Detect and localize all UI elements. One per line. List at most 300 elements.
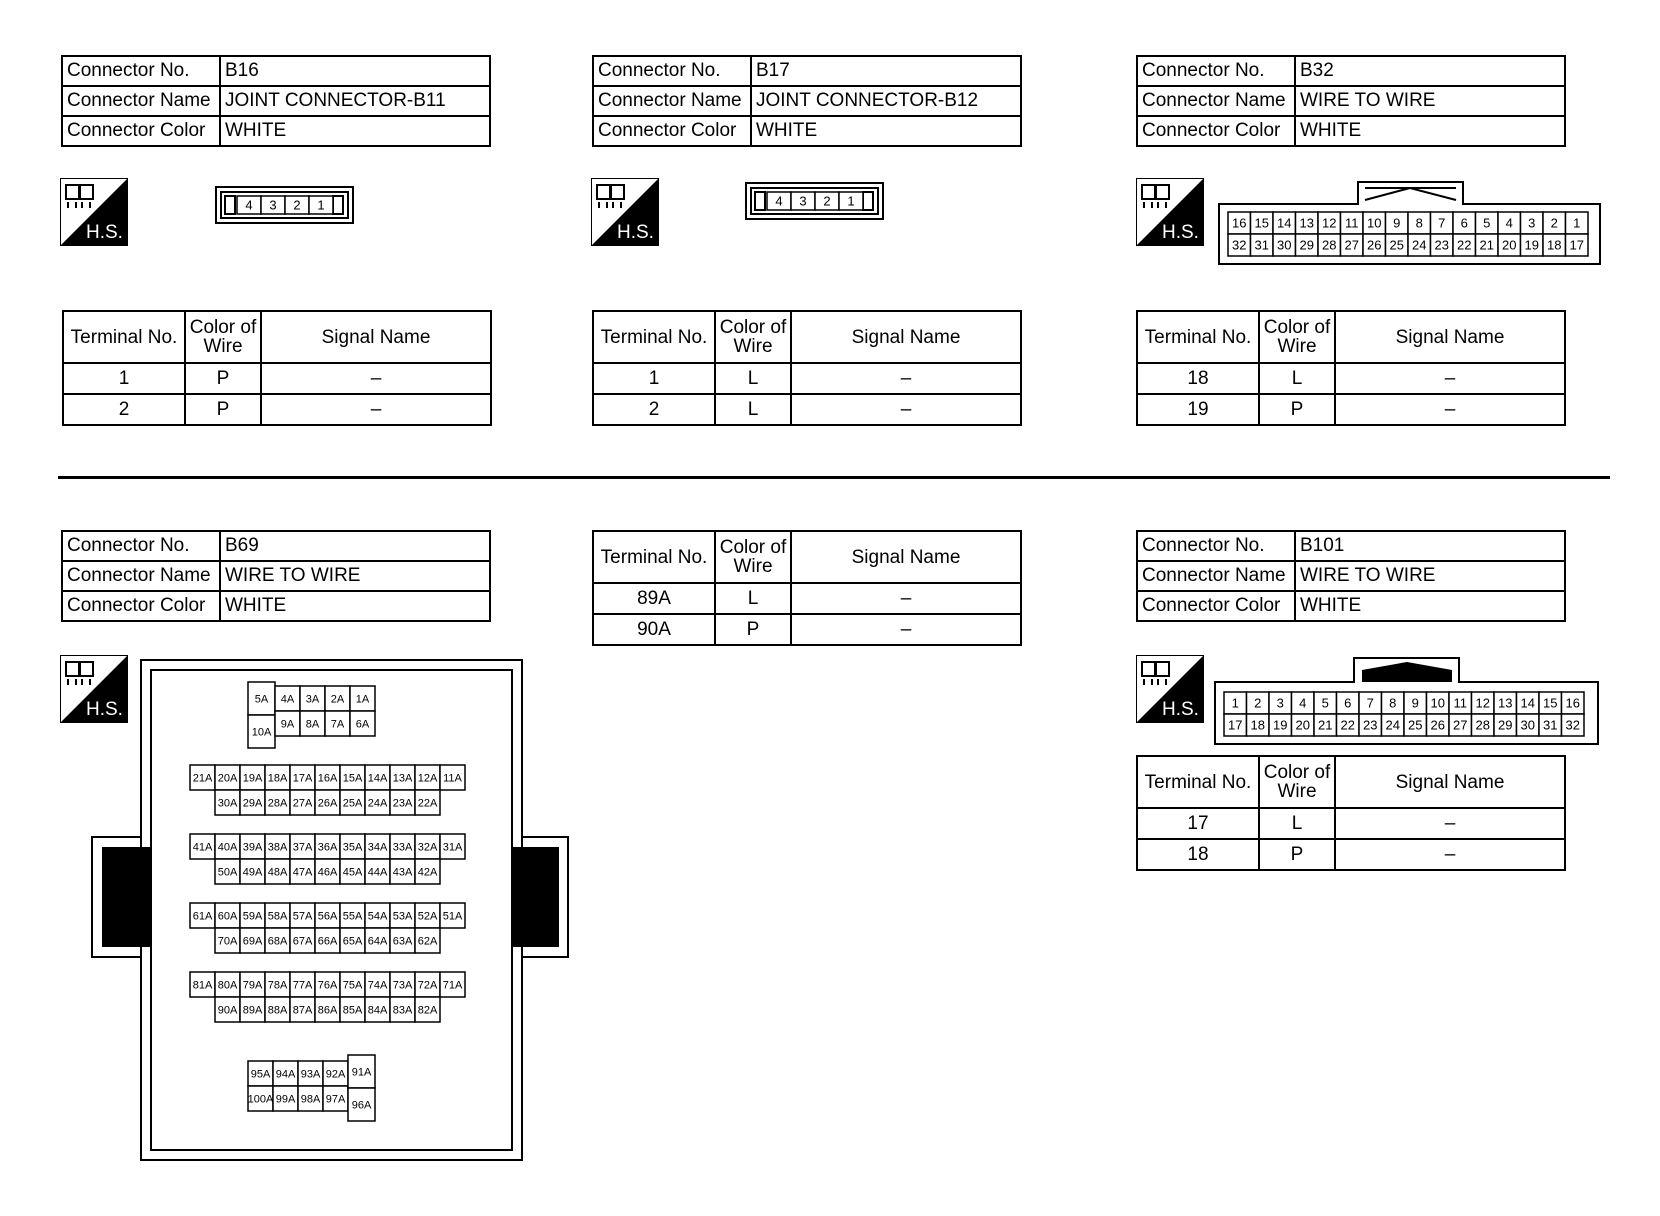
connector-name-value: WIRE TO WIRE bbox=[1295, 561, 1565, 591]
pin-cell bbox=[340, 765, 365, 790]
pin-label: 29 bbox=[1498, 717, 1513, 733]
pin-label: 31A bbox=[442, 841, 463, 854]
pin-cell bbox=[1224, 714, 1247, 736]
wire-label: Wire bbox=[1277, 781, 1317, 802]
connector-color-label: Connector Color bbox=[1137, 116, 1295, 146]
signal-name: – bbox=[1335, 808, 1565, 839]
pin-cell bbox=[440, 765, 465, 790]
pin-cell bbox=[240, 765, 265, 790]
pin-label: 23 bbox=[1434, 237, 1449, 253]
pin-label: 58A bbox=[267, 910, 288, 923]
wire-color: L bbox=[715, 394, 791, 425]
pin-label: 25 bbox=[1389, 237, 1404, 253]
pin-label: 1 bbox=[317, 197, 325, 213]
pin-cell bbox=[240, 928, 265, 953]
pin-cell bbox=[390, 997, 415, 1022]
pin-cell bbox=[1382, 714, 1405, 736]
pin-cell bbox=[265, 834, 290, 859]
pin-label: 41A bbox=[192, 841, 213, 854]
hs-label: H.S. bbox=[1162, 222, 1199, 243]
terminal-no: 2 bbox=[63, 394, 185, 425]
pin-cell bbox=[1363, 234, 1386, 256]
wire-label: Wire bbox=[203, 336, 243, 357]
pin-label: 20 bbox=[1502, 237, 1517, 253]
hs-label: H.S. bbox=[617, 222, 654, 243]
signal-name: – bbox=[261, 363, 491, 394]
pin-label: 59A bbox=[242, 910, 263, 923]
pin-cell bbox=[315, 790, 340, 815]
pin-cell bbox=[1517, 714, 1540, 736]
color-of-label: Color of bbox=[719, 317, 787, 338]
pin-cell bbox=[290, 903, 315, 928]
pin-label: 7 bbox=[1366, 695, 1374, 711]
pin-cell bbox=[365, 972, 390, 997]
signal-name: – bbox=[791, 583, 1021, 614]
signal-name: – bbox=[1335, 394, 1565, 425]
terminal-no-header: Terminal No. bbox=[1137, 756, 1259, 808]
wire-color-header bbox=[715, 531, 791, 583]
pin-label: 18 bbox=[1250, 717, 1265, 733]
wire-label: Wire bbox=[1277, 336, 1317, 357]
pin-label: 18 bbox=[1547, 237, 1562, 253]
pin-cell bbox=[1427, 692, 1450, 714]
wire-color: L bbox=[715, 583, 791, 614]
pin-cell bbox=[390, 834, 415, 859]
pin-cell bbox=[1476, 212, 1499, 234]
pin-cell bbox=[309, 196, 333, 214]
pin-label: 79A bbox=[242, 979, 263, 992]
pin-cell bbox=[1296, 212, 1319, 234]
pin-cell bbox=[1498, 234, 1521, 256]
pin-label: 43A bbox=[392, 866, 413, 879]
pin-label: 34A bbox=[367, 841, 388, 854]
pin-cell bbox=[1539, 692, 1562, 714]
terminal-table-b17 bbox=[592, 310, 1022, 426]
pin-cell bbox=[1318, 212, 1341, 234]
pin-label: 78A bbox=[267, 979, 288, 992]
pin-cell bbox=[215, 834, 240, 859]
pin-cell bbox=[315, 997, 340, 1022]
pin-cell bbox=[315, 859, 340, 884]
pin-cell bbox=[1382, 692, 1405, 714]
pin-label: 5A bbox=[254, 693, 269, 706]
pin-label: 91A bbox=[351, 1066, 372, 1079]
pin-label: 2 bbox=[293, 197, 301, 213]
connector-name-label: Connector Name bbox=[1137, 561, 1295, 591]
pin-cell bbox=[340, 859, 365, 884]
terminal-table-b16 bbox=[62, 310, 492, 426]
pin-cell bbox=[365, 903, 390, 928]
pin-label: 14 bbox=[1277, 215, 1292, 231]
pin-label: 15 bbox=[1543, 695, 1558, 711]
signal-name-header: Signal Name bbox=[261, 311, 491, 363]
pin-cell bbox=[1404, 692, 1427, 714]
pin-cell bbox=[1562, 692, 1585, 714]
pin-cell bbox=[275, 686, 300, 711]
pin-cell bbox=[365, 765, 390, 790]
terminal-no-header: Terminal No. bbox=[593, 531, 715, 583]
pin-label: 85A bbox=[342, 1004, 363, 1017]
pin-label: 17A bbox=[292, 772, 313, 785]
connector-no-value: B32 bbox=[1295, 56, 1565, 86]
connector-color-label: Connector Color bbox=[1137, 591, 1295, 621]
pin-cell bbox=[290, 765, 315, 790]
table-row bbox=[1137, 808, 1565, 839]
pin-label: 11 bbox=[1453, 695, 1467, 711]
pin-label: 3 bbox=[1528, 215, 1536, 231]
signal-name-header: Signal Name bbox=[791, 311, 1021, 363]
terminal-no-header: Terminal No. bbox=[1137, 311, 1259, 363]
pin-label: 81A bbox=[192, 979, 213, 992]
pin-cell bbox=[348, 1055, 375, 1088]
pin-label: 61A bbox=[192, 910, 213, 923]
pin-cell bbox=[300, 686, 325, 711]
pin-label: 2 bbox=[1550, 215, 1558, 231]
pin-label: 63A bbox=[392, 935, 413, 948]
pin-label: 92A bbox=[325, 1068, 346, 1081]
pin-cell bbox=[1562, 714, 1585, 736]
pin-cell bbox=[365, 859, 390, 884]
pin-label: 14A bbox=[367, 772, 388, 785]
pin-label: 28A bbox=[267, 797, 288, 810]
pin-label: 74A bbox=[367, 979, 388, 992]
pin-cell bbox=[1318, 234, 1341, 256]
pin-cell bbox=[265, 790, 290, 815]
wire-color-header bbox=[1259, 756, 1335, 808]
pin-label: 12 bbox=[1475, 695, 1490, 711]
terminal-no: 18 bbox=[1137, 839, 1259, 870]
pin-label: 14 bbox=[1520, 695, 1535, 711]
pin-label: 96A bbox=[351, 1099, 372, 1112]
pin-label: 69A bbox=[242, 935, 263, 948]
pin-cell bbox=[1269, 714, 1292, 736]
pin-label: 26A bbox=[317, 797, 338, 810]
pin-cell bbox=[1494, 692, 1517, 714]
pin-cell bbox=[350, 686, 375, 711]
pin-label: 9 bbox=[1393, 215, 1401, 231]
pin-label: 18A bbox=[267, 772, 288, 785]
pin-label: 57A bbox=[292, 910, 313, 923]
pin-label: 2 bbox=[1254, 695, 1262, 711]
pin-cell bbox=[290, 928, 315, 953]
pin-cell bbox=[265, 997, 290, 1022]
color-of-label: Color of bbox=[189, 317, 257, 338]
pin-cell bbox=[315, 928, 340, 953]
pin-cell bbox=[1543, 234, 1566, 256]
pin-cell bbox=[390, 972, 415, 997]
wire-color: L bbox=[1259, 363, 1335, 394]
pin-label: 30 bbox=[1277, 237, 1292, 253]
pin-label: 67A bbox=[292, 935, 313, 948]
pin-label: 31 bbox=[1254, 237, 1269, 253]
pin-label: 53A bbox=[392, 910, 413, 923]
pin-cell bbox=[1247, 692, 1270, 714]
pin-label: 84A bbox=[367, 1004, 388, 1017]
connector-color-label: Connector Color bbox=[62, 116, 220, 146]
table-row bbox=[1137, 394, 1565, 425]
pin-label: 32 bbox=[1232, 237, 1247, 253]
pin-label: 73A bbox=[392, 979, 413, 992]
pin-cell bbox=[440, 834, 465, 859]
pin-label: 26 bbox=[1367, 237, 1382, 253]
connector-no-value: B101 bbox=[1295, 531, 1565, 561]
pin-cell bbox=[1517, 692, 1540, 714]
pin-label: 93A bbox=[300, 1068, 321, 1081]
pin-cell bbox=[298, 1086, 323, 1111]
pin-label: 13 bbox=[1498, 695, 1513, 711]
connector-face-b16 bbox=[215, 186, 355, 224]
pin-cell bbox=[1273, 212, 1296, 234]
pin-cell bbox=[1296, 234, 1319, 256]
pin-cell bbox=[215, 790, 240, 815]
signal-name: – bbox=[791, 614, 1021, 645]
pin-cell bbox=[323, 1061, 348, 1086]
pin-cell bbox=[1228, 212, 1251, 234]
pin-cell bbox=[1341, 234, 1364, 256]
pin-cell bbox=[215, 972, 240, 997]
connector-color-value: WHITE bbox=[1295, 116, 1565, 146]
pin-label: 16A bbox=[317, 772, 338, 785]
pin-label: 4 bbox=[775, 193, 783, 209]
pin-label: 32A bbox=[417, 841, 438, 854]
harness-side-icon bbox=[591, 178, 659, 246]
pin-label: 3 bbox=[799, 193, 807, 209]
pin-label: 32 bbox=[1565, 717, 1580, 733]
connector-no-value: B17 bbox=[751, 56, 1021, 86]
pin-cell bbox=[839, 192, 863, 210]
pin-label: 76A bbox=[317, 979, 338, 992]
pin-label: 88A bbox=[267, 1004, 288, 1017]
pin-cell bbox=[1476, 234, 1499, 256]
pin-cell bbox=[215, 928, 240, 953]
pin-label: 83A bbox=[392, 1004, 413, 1017]
pin-cell bbox=[1273, 234, 1296, 256]
pin-cell bbox=[365, 834, 390, 859]
connector-face-b17 bbox=[745, 182, 885, 220]
pin-label: 49A bbox=[242, 866, 263, 879]
pin-cell bbox=[237, 196, 261, 214]
pin-cell bbox=[273, 1061, 298, 1086]
connector-info-b16 bbox=[61, 55, 491, 147]
pin-cell bbox=[415, 972, 440, 997]
pin-label: 44A bbox=[367, 866, 388, 879]
pin-cell bbox=[290, 997, 315, 1022]
signal-name-header: Signal Name bbox=[1335, 756, 1565, 808]
pin-label: 19A bbox=[242, 772, 263, 785]
pin-cell bbox=[1453, 212, 1476, 234]
pin-cell bbox=[290, 790, 315, 815]
pin-cell bbox=[415, 859, 440, 884]
pin-label: 16 bbox=[1565, 695, 1580, 711]
pin-cell bbox=[265, 765, 290, 790]
pin-cell bbox=[290, 834, 315, 859]
pin-cell bbox=[300, 711, 325, 736]
pin-label: 27 bbox=[1453, 717, 1468, 733]
pin-cell bbox=[1521, 212, 1544, 234]
pin-cell bbox=[315, 903, 340, 928]
pin-cell bbox=[1337, 714, 1360, 736]
signal-name: – bbox=[261, 394, 491, 425]
pin-cell bbox=[1566, 212, 1589, 234]
pin-cell bbox=[240, 997, 265, 1022]
pin-cell bbox=[440, 903, 465, 928]
pin-cell bbox=[1404, 714, 1427, 736]
pin-label: 20 bbox=[1295, 717, 1310, 733]
connector-no-label: Connector No. bbox=[593, 56, 751, 86]
pin-label: 6 bbox=[1344, 695, 1352, 711]
terminal-no-header: Terminal No. bbox=[63, 311, 185, 363]
pin-label: 22 bbox=[1340, 717, 1355, 733]
pin-cell bbox=[190, 765, 215, 790]
pin-label: 11A bbox=[443, 772, 462, 785]
pin-label: 12A bbox=[417, 772, 438, 785]
pin-label: 7A bbox=[330, 718, 345, 731]
signal-name: – bbox=[791, 363, 1021, 394]
wire-color: L bbox=[715, 363, 791, 394]
pin-cell bbox=[340, 997, 365, 1022]
pin-label: 1 bbox=[1573, 215, 1581, 231]
pin-cell bbox=[265, 859, 290, 884]
pin-label: 13A bbox=[392, 772, 413, 785]
pin-label: 98A bbox=[300, 1093, 321, 1106]
pin-cell bbox=[215, 997, 240, 1022]
pin-label: 36A bbox=[317, 841, 338, 854]
pin-label: 24 bbox=[1412, 237, 1427, 253]
pin-label: 30A bbox=[217, 797, 238, 810]
pin-label: 12 bbox=[1322, 215, 1337, 231]
pin-label: 20A bbox=[217, 772, 238, 785]
pin-label: 56A bbox=[317, 910, 338, 923]
pin-cell bbox=[248, 1086, 274, 1111]
pin-cell bbox=[340, 928, 365, 953]
pin-label: 21 bbox=[1318, 717, 1333, 733]
pin-label: 46A bbox=[317, 866, 338, 879]
pin-cell bbox=[261, 196, 285, 214]
pin-cell bbox=[1247, 714, 1270, 736]
pin-label: 77A bbox=[292, 979, 313, 992]
connector-name-label: Connector Name bbox=[1137, 86, 1295, 116]
pin-label: 42A bbox=[417, 866, 438, 879]
pin-cell bbox=[365, 997, 390, 1022]
pin-cell bbox=[1292, 714, 1315, 736]
pin-cell bbox=[390, 903, 415, 928]
pin-cell bbox=[1449, 714, 1472, 736]
color-of-label: Color of bbox=[1263, 762, 1331, 783]
connector-no-label: Connector No. bbox=[62, 56, 220, 86]
wire-label: Wire bbox=[733, 336, 773, 357]
wire-color-header bbox=[185, 311, 261, 363]
harness-side-icon bbox=[60, 178, 128, 246]
wire-color: P bbox=[185, 394, 261, 425]
pin-cell bbox=[365, 928, 390, 953]
connector-no-label: Connector No. bbox=[1137, 56, 1295, 86]
pin-label: 6A bbox=[355, 718, 370, 731]
pin-cell bbox=[1543, 212, 1566, 234]
pin-label: 55A bbox=[342, 910, 363, 923]
pin-label: 4 bbox=[1299, 695, 1307, 711]
pin-cell bbox=[1228, 234, 1251, 256]
pin-label: 80A bbox=[217, 979, 238, 992]
pin-cell bbox=[390, 790, 415, 815]
connector-color-label: Connector Color bbox=[62, 591, 220, 621]
table-row bbox=[1137, 363, 1565, 394]
pin-label: 1 bbox=[1231, 695, 1239, 711]
pin-cell bbox=[1408, 212, 1431, 234]
pin-label: 99A bbox=[275, 1093, 296, 1106]
pin-cell bbox=[340, 972, 365, 997]
terminal-no: 17 bbox=[1137, 808, 1259, 839]
table-row bbox=[593, 363, 1021, 394]
pin-cell bbox=[298, 1061, 323, 1086]
pin-label: 68A bbox=[267, 935, 288, 948]
pin-cell bbox=[815, 192, 839, 210]
pin-cell bbox=[1453, 234, 1476, 256]
pin-label: 64A bbox=[367, 935, 388, 948]
pin-cell bbox=[791, 192, 815, 210]
connector-name-label: Connector Name bbox=[593, 86, 751, 116]
pin-cell bbox=[350, 711, 375, 736]
pin-label: 54A bbox=[367, 910, 388, 923]
pin-label: 5 bbox=[1483, 215, 1491, 231]
connector-name-label: Connector Name bbox=[62, 86, 220, 116]
pin-label: 31 bbox=[1543, 717, 1558, 733]
pin-cell bbox=[325, 686, 350, 711]
connector-no-label: Connector No. bbox=[1137, 531, 1295, 561]
pin-label: 8 bbox=[1389, 695, 1397, 711]
connector-color-value: WHITE bbox=[220, 591, 490, 621]
pin-cell bbox=[240, 790, 265, 815]
wire-color: P bbox=[185, 363, 261, 394]
pin-label: 51A bbox=[442, 910, 463, 923]
pin-label: 29A bbox=[242, 797, 263, 810]
pin-cell bbox=[767, 192, 791, 210]
pin-cell bbox=[265, 903, 290, 928]
pin-cell bbox=[190, 972, 215, 997]
terminal-no: 19 bbox=[1137, 394, 1259, 425]
pin-label: 3A bbox=[305, 693, 320, 706]
pin-label: 28 bbox=[1322, 237, 1337, 253]
pin-label: 94A bbox=[275, 1068, 296, 1081]
pin-label: 29 bbox=[1299, 237, 1314, 253]
pin-cell bbox=[248, 715, 275, 748]
pin-label: 22A bbox=[417, 797, 438, 810]
connector-color-value: WHITE bbox=[1295, 591, 1565, 621]
pin-label: 21A bbox=[192, 772, 213, 785]
pin-cell bbox=[1498, 212, 1521, 234]
pin-cell bbox=[290, 859, 315, 884]
pin-cell bbox=[348, 1088, 375, 1121]
color-of-label: Color of bbox=[719, 537, 787, 558]
connector-info-b17 bbox=[592, 55, 1022, 147]
pin-cell bbox=[1386, 212, 1409, 234]
pin-cell bbox=[240, 859, 265, 884]
pin-cell bbox=[273, 1086, 298, 1111]
connector-color-label: Connector Color bbox=[593, 116, 751, 146]
pin-label: 28 bbox=[1475, 717, 1490, 733]
table-row bbox=[63, 394, 491, 425]
pin-cell bbox=[390, 928, 415, 953]
pin-cell bbox=[315, 834, 340, 859]
terminal-no: 2 bbox=[593, 394, 715, 425]
pin-cell bbox=[215, 765, 240, 790]
pin-label: 30 bbox=[1520, 717, 1535, 733]
pin-cell bbox=[1337, 692, 1360, 714]
hs-label: H.S. bbox=[86, 222, 123, 243]
pin-cell bbox=[415, 928, 440, 953]
pin-label: 25 bbox=[1408, 717, 1423, 733]
section-divider bbox=[58, 476, 1610, 479]
harness-side-icon bbox=[1136, 655, 1204, 723]
